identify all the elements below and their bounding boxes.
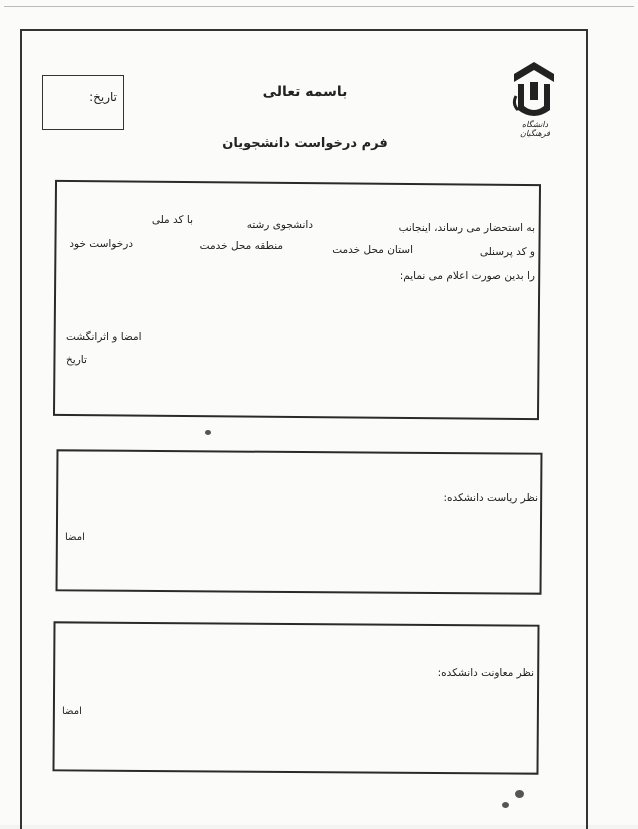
request-section: [53, 180, 541, 420]
deputy-opinion-label: نظر معاونت دانشکده:: [437, 667, 534, 679]
form-title: فرم درخواست دانشجویان: [222, 136, 388, 151]
request-statement: را بدین صورت اعلام می نمایم:: [399, 270, 535, 282]
request-intro: به استحضار می رساند، اینجانب: [398, 222, 535, 234]
dean-opinion-label: نظر ریاست دانشکده:: [443, 492, 538, 504]
deputy-signature-label: امضا: [62, 706, 82, 717]
request-region: منطقه محل خدمت: [199, 240, 283, 252]
basmala-heading: باسمه تعالی: [262, 84, 348, 100]
date-box: [42, 75, 124, 130]
request-province: استان محل خدمت: [332, 244, 413, 256]
deputy-section: [52, 621, 539, 774]
dean-section: [56, 449, 543, 594]
request-signature-label: امضا و اثرانگشت: [66, 331, 142, 343]
request-field-of-study: دانشجوی رشته: [246, 219, 313, 231]
request-national-id: با کد ملی: [151, 214, 193, 226]
ink-smudge: [515, 790, 524, 798]
request-date-label: تاریخ: [66, 354, 87, 366]
logo-caption: دانشگاه فرهنگیان: [519, 120, 550, 138]
dean-signature-label: امضا: [65, 532, 85, 543]
ink-smudge: [502, 802, 509, 808]
request-personnel-code: و کد پرسنلی: [479, 246, 535, 258]
request-own-request: درخواست خود: [69, 238, 133, 250]
page-edge-line: [4, 6, 634, 7]
ink-smudge: [205, 430, 211, 435]
date-label: تاریخ:: [89, 90, 117, 104]
